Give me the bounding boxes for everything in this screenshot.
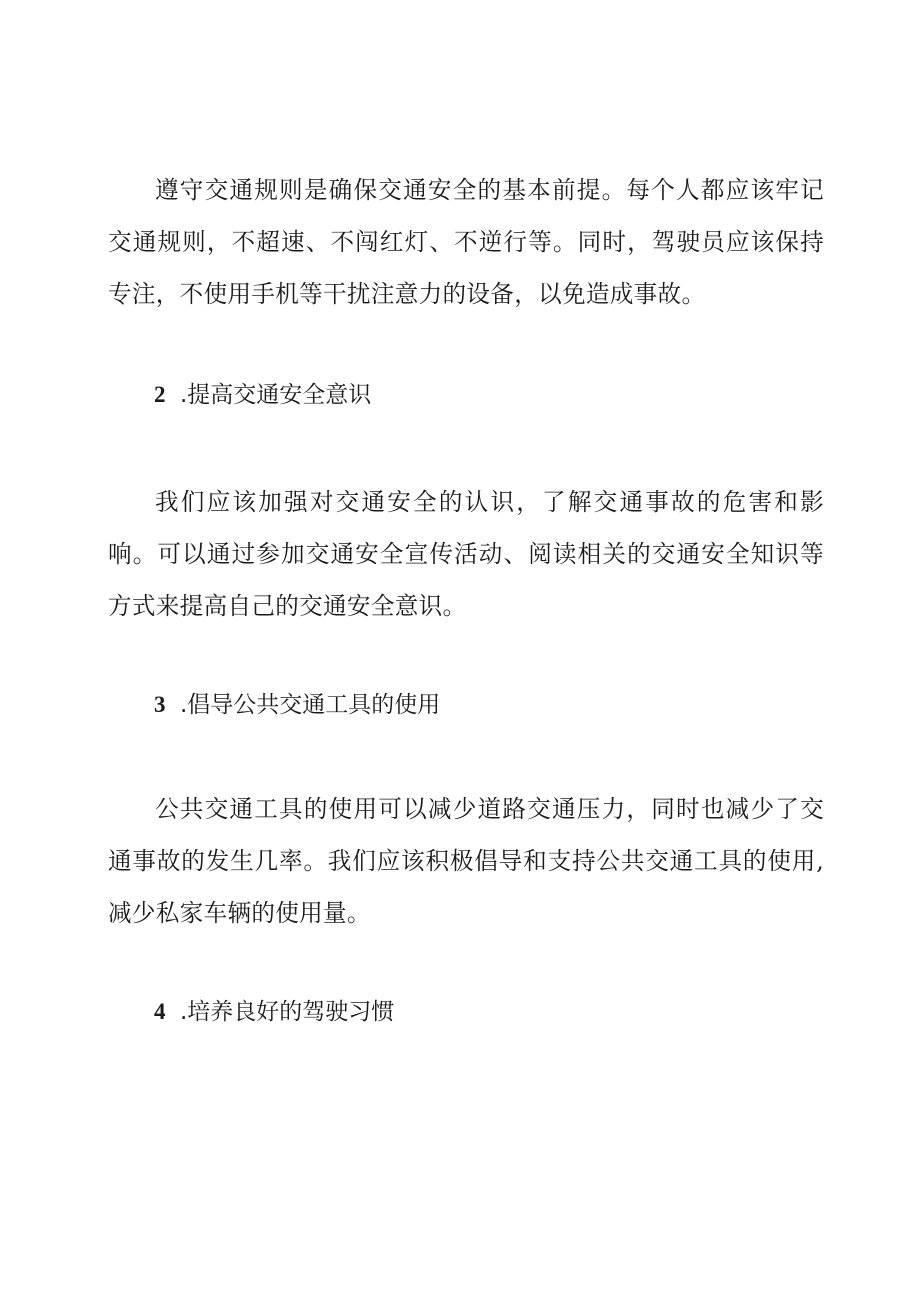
section-number: 4 xyxy=(154,999,166,1024)
section-title: .提高交通安全意识 xyxy=(180,382,372,408)
paragraph-safety-awareness: 我们应该加强对交通安全的认识，了解交通事故的危害和影响。可以通过参加交通安全宣传活动、阅读相关的交通安全知识等方式来提高自己的交通安全意识。 xyxy=(108,488,824,620)
section-heading-3 xyxy=(154,690,440,720)
paragraph-traffic-rules: 遵守交通规则是确保交通安全的基本前提。每个人都应该牢记交通规则，不超速、不闯红灯、不逆行等。同时，驾驶员应该保持专注，不使用手机等干扰注意力的设备，以免造成事故。 xyxy=(108,176,824,308)
section-title: .培养良好的驾驶习惯 xyxy=(180,999,395,1025)
paragraph-public-transport: 公共交通工具的使用可以减少道路交通压力，同时也减少了交通事故的发生几率。我们应该积极倡导和支持公共交通工具的使用,减少私家车辆的使用量。 xyxy=(108,795,824,927)
section-heading-2 xyxy=(154,380,371,410)
section-number: 3 xyxy=(154,692,166,717)
section-title: .倡导公共交通工具的使用 xyxy=(180,692,441,718)
section-number: 2 xyxy=(154,382,166,407)
section-heading-4 xyxy=(154,997,394,1027)
